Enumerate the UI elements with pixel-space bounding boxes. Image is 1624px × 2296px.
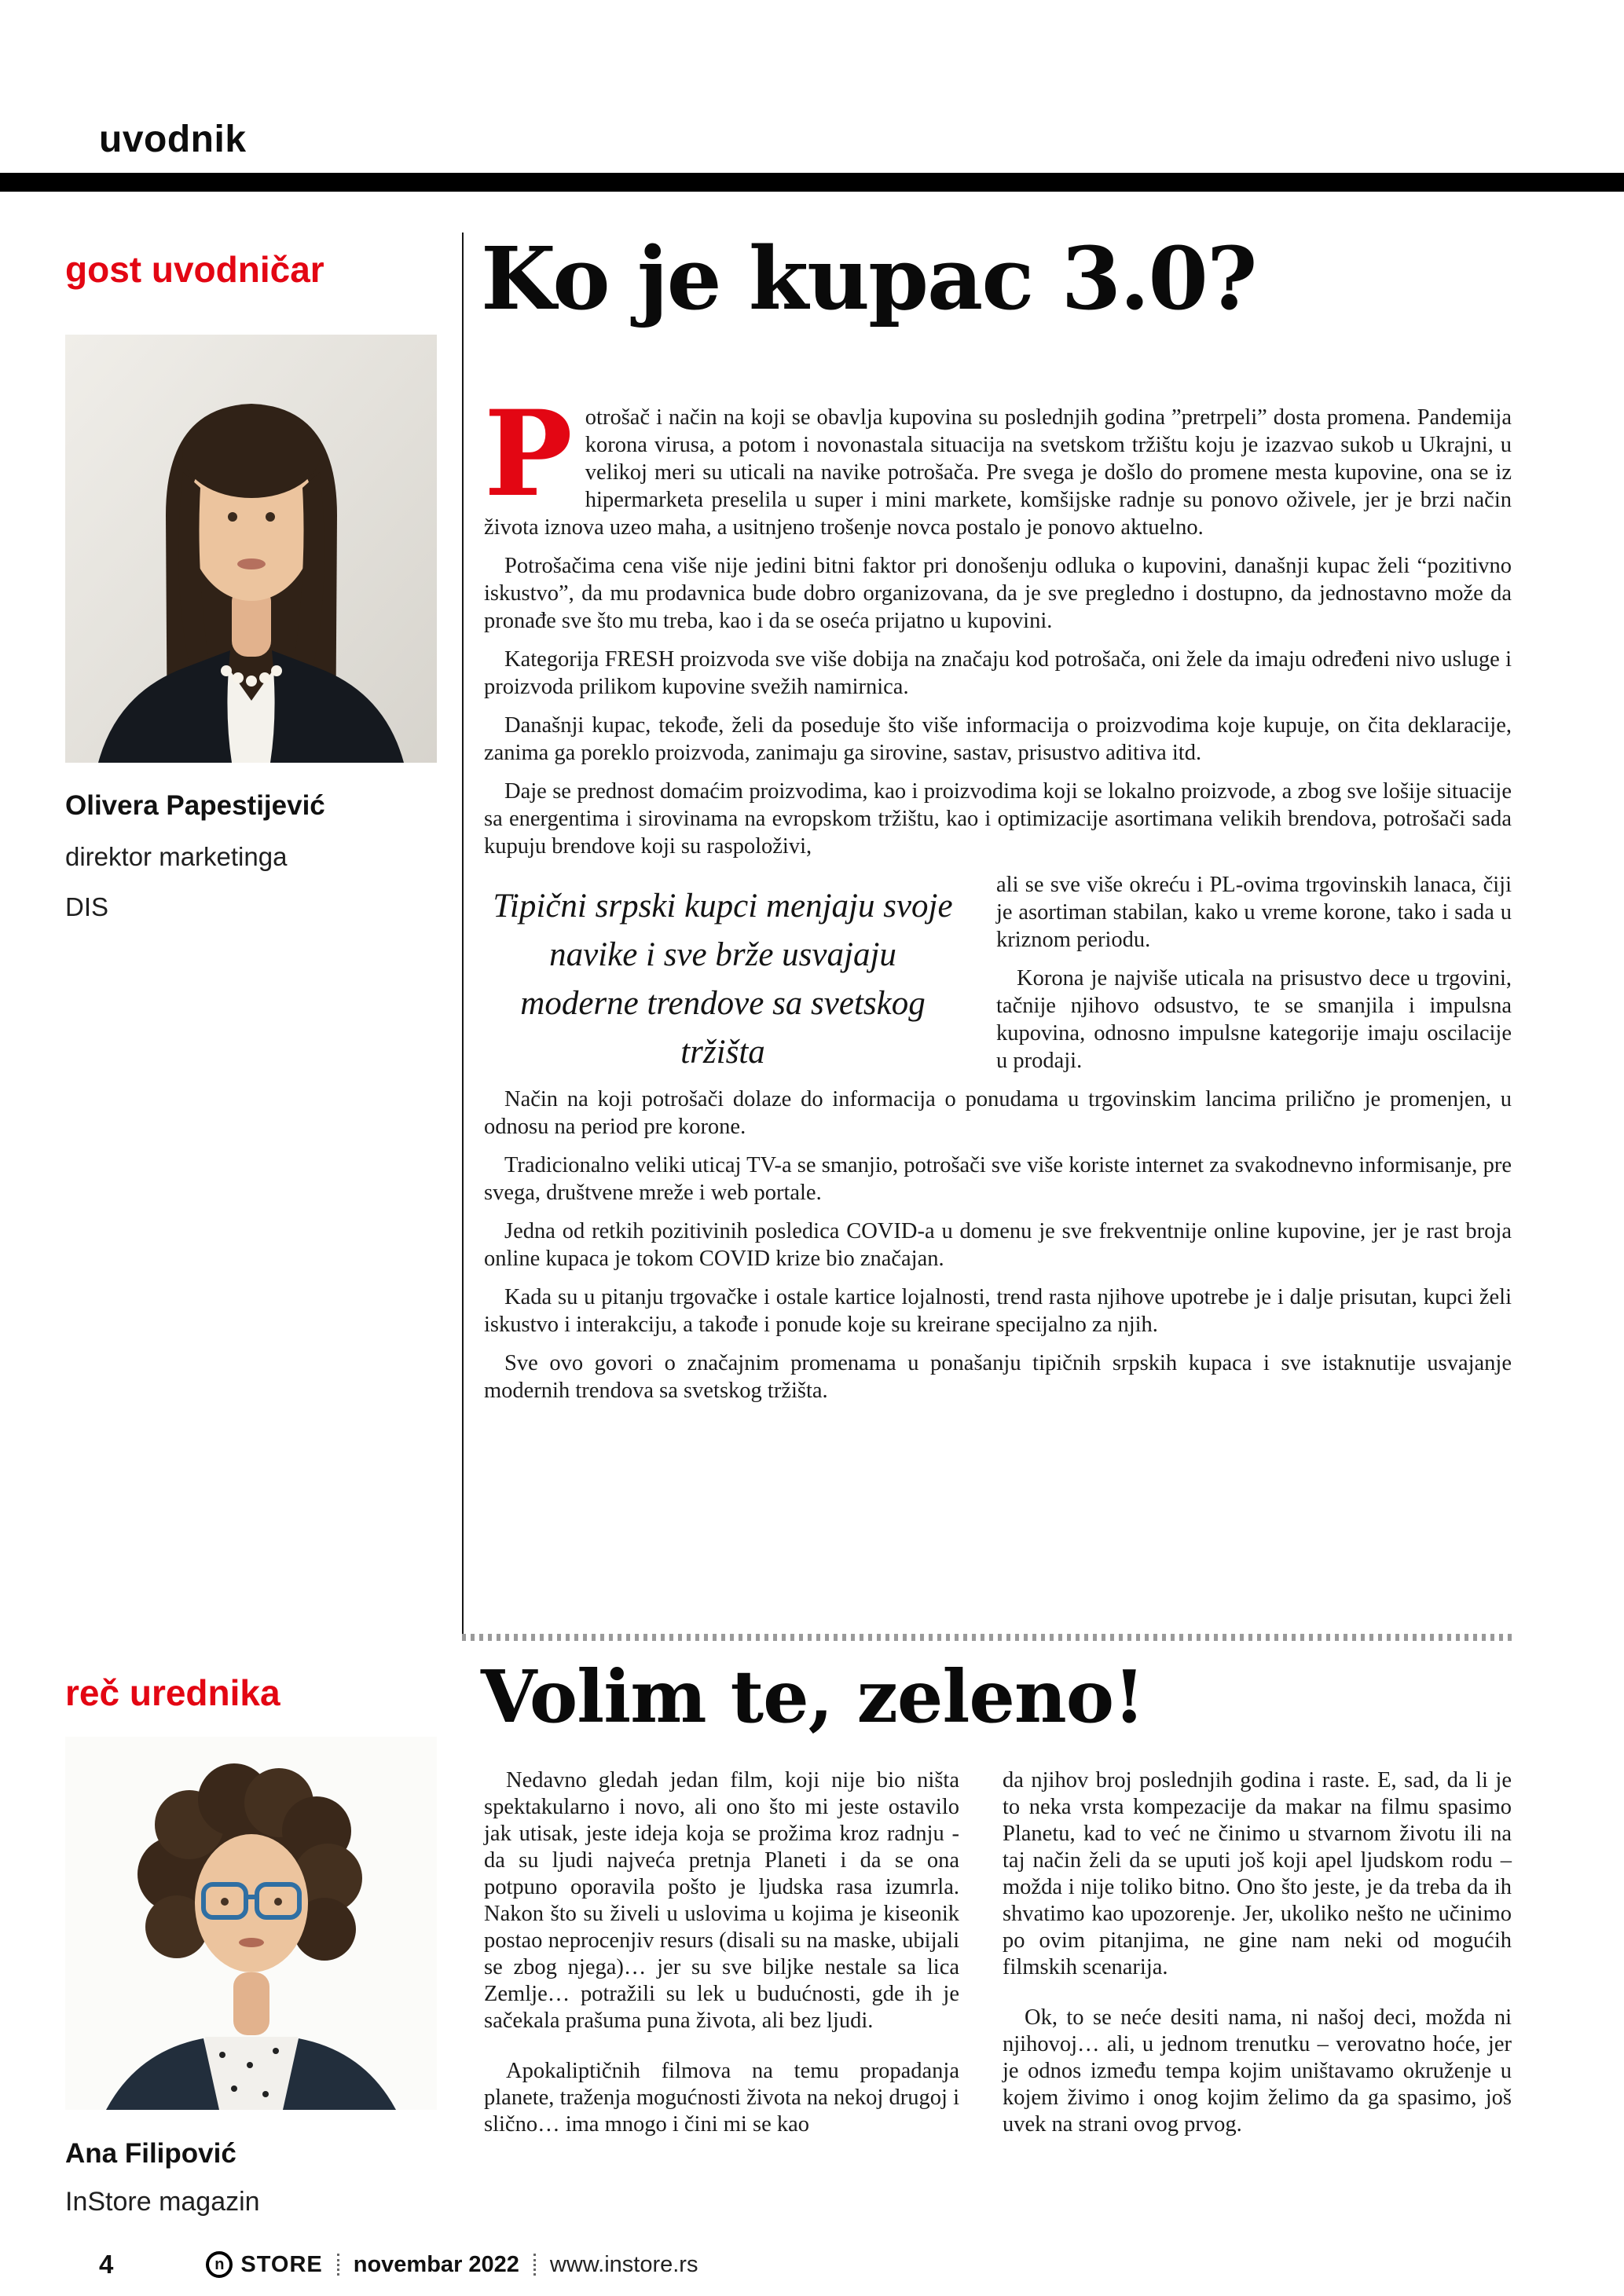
page-kicker: uvodnik bbox=[99, 119, 247, 160]
quote-wrap-zone bbox=[484, 871, 1512, 1086]
guest-author-name: Olivera Papestijević bbox=[65, 790, 325, 821]
page-number: 4 bbox=[99, 2250, 114, 2279]
article-paragraph: Tradicionalno veliki uticaj TV-a se smanjio, potrošači sve više koriste internet za svakodnevno informisanje, pre svega, društvene mreže i web portale. bbox=[484, 1153, 1512, 1205]
drop-cap: P bbox=[484, 385, 573, 523]
article-paragraph: Način na koji potrošači dolaze do informacija o ponudama u trgovinskim lancima prilično je promenjen, u odnosu na period pre korone. bbox=[484, 1087, 1512, 1139]
article-paragraph: Jedna od retkih pozitivinih posledica COVID-a u domenu je sve frekventnije online kupovine, jer je rast broja online kupaca je tokom COVID krize bio značajan. bbox=[484, 1219, 1512, 1271]
article-paragraph: Potrošačima cena više nije jedini bitni faktor pri donošenju odluka o kupovini, današnji kupac želi “pozitivno iskustvo”, da mu prodavnica bude dobro organizovana, da je sve pregledno i dostupno, da jednostavno može da pronađe sve što mu treba, kao i da se oseća prijatno u kupovini. bbox=[484, 554, 1512, 633]
lead-text: otrošač i način na koji se obavlja kupovina su poslednjih godina ”pretrpeli” dosta promena. Pandemija korona virusa, a potom i novonastala situacija na svetskom tržištu koju je izazvao sukob u Ukrajni, u velikoj meri su uticali na navike potrošača. Pre svega je došlo do promene mesta kupovine, ona se iz hipermarketa preselila u super i mini markete, komšijske radnje su ponovo oživele, jer je brzi način života iznova uzeo maha, a usitnjeno trošenje novca postalo je ponovo aktuelno. bbox=[484, 405, 1512, 540]
article1-body bbox=[484, 385, 1512, 1415]
article2-headline: Volim te, zeleno! bbox=[481, 1654, 1145, 1739]
header-rule bbox=[0, 173, 1624, 192]
article-paragraph bbox=[484, 385, 1512, 541]
section-label-guest: gost uvodničar bbox=[65, 249, 324, 290]
footer-separator bbox=[533, 2254, 536, 2276]
footer-url: www.instore.rs bbox=[549, 2251, 698, 2277]
article-paragraph: Današnji kupac, tekođe, želi da poseduje što više informacija o proizvodima koje kupuje, on čita deklaracije, zanima ga poreklo proizvoda, zanimaju ga sirovine, sastav, prisustvo aditiva itd. bbox=[484, 713, 1512, 765]
portrait-ana-illustration bbox=[65, 1737, 437, 2110]
article2-column-1 bbox=[484, 1767, 959, 2162]
footer-separator bbox=[337, 2254, 339, 2276]
footer-brand: STORE bbox=[240, 2251, 323, 2277]
guest-author-role: direktor marketinga bbox=[65, 842, 288, 871]
pull-quote: Tipični srpski kupci menjaju svoje navike i sve brže usvajaju moderne trendove sa svetskog tržišta bbox=[493, 888, 953, 1071]
dotted-section-divider bbox=[462, 1634, 1512, 1641]
vertical-divider bbox=[462, 233, 464, 1634]
article2-column-2 bbox=[1003, 1767, 1512, 2162]
article-paragraph: Ok, to se neće desiti nama, ni našoj deci, možda ni njihovoj… ali, u jednom trenutku – verovatno hoće, jer je odnos između tempa kojim uništavamo okruženje u kojem živimo i onog kojim želimo da ga spasimo, još uvek na strani ovog prvog. bbox=[1003, 2005, 1512, 2137]
editor-author-role: InStore magazin bbox=[65, 2187, 260, 2217]
editor-author-name: Ana Filipović bbox=[65, 2138, 236, 2169]
article-paragraph: Kada su u pitanju trgovačke i ostale kartice lojalnosti, trend rasta njihove upotrebe je i dalje prisutan, kupci želi iskustvo i interakciju, a takođe i ponude koje su kreirane specijalno za njih. bbox=[484, 1285, 1512, 1337]
article-paragraph: da njihov broj poslednjih godina i raste. E, sad, da li je to neka vrsta kompezacije da makar na filmu spasimo Planetu, kad to već ne činimo u stvarnom životu ili na taj način želi da se uputi još koji apel ljudskom rodu – možda i nije toliko bitno. Ono što jeste, je da treba da ih shvatimo kao upozorenje. Jer, ukoliko nešto ne učinimo po ovim pitanjima, ne gine nam neki od mogućih filmskih scenarija. bbox=[1003, 1768, 1512, 1979]
page-footer bbox=[99, 2250, 698, 2280]
article1-headline: Ko je kupac 3.0? bbox=[481, 228, 1256, 329]
portrait-photo-olivera bbox=[65, 335, 437, 763]
article-paragraph: Daje se prednost domaćim proizvodima, kao i proizvodima koji se lokalno proizvode, a zbog sve lošije situacije sa energentima i sirovinama na evropskom tržištu, kao i optimizacije asortimana velikih brendova, potrošači sada kupuju brendove koji su raspoloživi, bbox=[484, 779, 1512, 859]
article-paragraph: Korona je najviše uticala na prisustvo dece u trgovini, tačnije njihovo odsustvo, te se smanjila i impulsna kupovina, odnosno impulsne kategorije imaju oscilacije u prodaji. bbox=[996, 966, 1512, 1073]
article2-body bbox=[484, 1767, 1512, 2162]
guest-author-company: DIS bbox=[65, 892, 109, 921]
footer-date: novembar 2022 bbox=[353, 2251, 519, 2277]
article-paragraph: ali se sve više okreću i PL-ovima trgovinskih lanaca, čiji je asortiman stabilan, kako u vreme korone, tako i sada u kriznom periodu. bbox=[996, 873, 1512, 952]
instore-logo-icon: n bbox=[206, 2251, 233, 2278]
article-paragraph: Kategorija FRESH proizvoda sve više dobija na značaju kod potrošača, oni žele da imaju određeni nivo usluge i proizvoda prilikom kupovine svežih namirnica. bbox=[484, 647, 1512, 699]
article-paragraph: Apokaliptičnih filmova na temu propadanja planete, traženja mogućnosti života na nekoj drugoj i slično… ima mnogo i čini mi se kao bbox=[484, 2059, 959, 2137]
portrait-photo-ana bbox=[65, 1737, 437, 2110]
article-paragraph: Sve ovo govori o značajnim promenama u ponašanju tipičnih srpskih kupaca i sve istaknutije usvajanje modernih trendova sa svetskog tržišta. bbox=[484, 1351, 1512, 1403]
article-paragraph: Nedavno gledah jedan film, koji nije bio ništa spektakularno i novo, ali ono što mi jeste ostavilo jak utisak, jeste ideja koja se prožima kroz radnju - da su ljudi najveća pretnja Planeti i da se ona potpuno oporavila pošto je ljudska rasa izumrla. Nakon što su živeli u uslovima u kojima je kiseonik postao neprocenjiv resurs (disali su na maske, ubijali se zbog njega)… jer su sve biljke nestale sa lica Zemlje… potražili su lek u budućnosti, gde ih je sačekala prašuma puna života, ali bez ljudi. bbox=[484, 1768, 959, 2033]
portrait-olivera-illustration bbox=[65, 335, 437, 763]
section-label-editor: reč urednika bbox=[65, 1672, 280, 1713]
